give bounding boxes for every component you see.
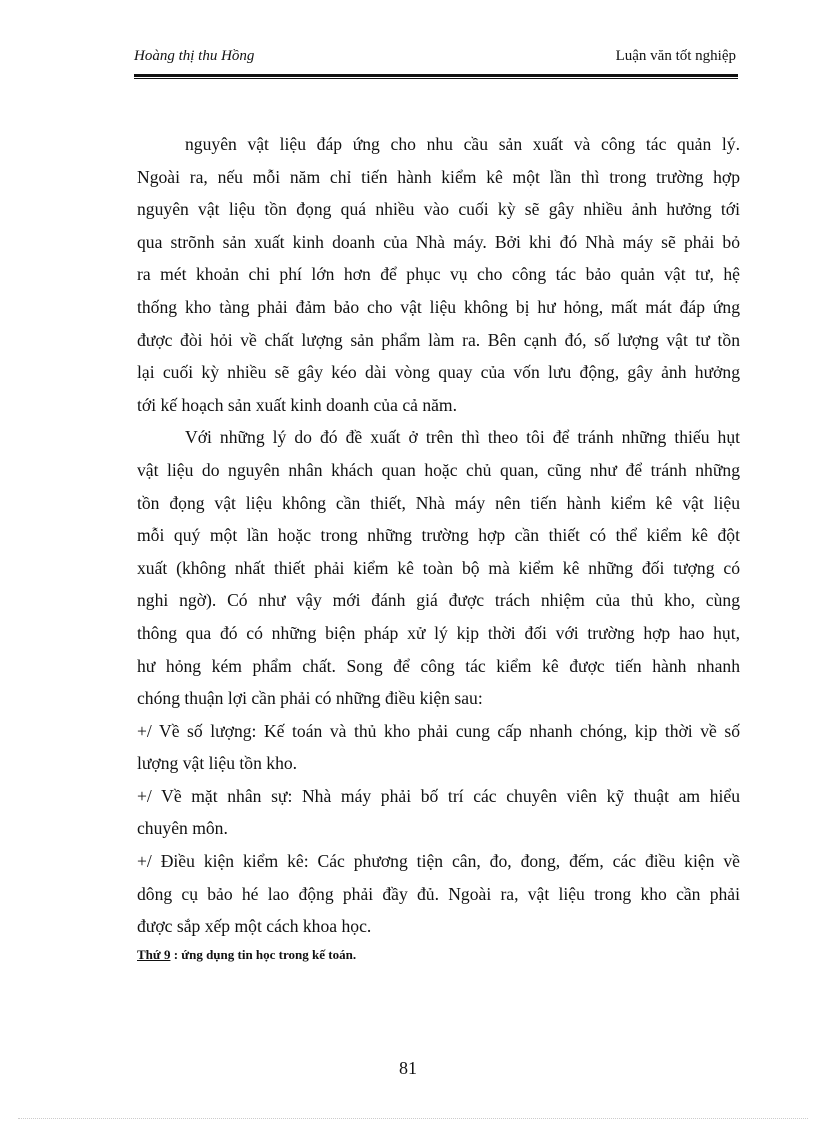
header-rule-thin — [134, 78, 738, 79]
header-doc-type: Luận văn tốt nghiệp — [615, 48, 736, 64]
body-text — [137, 128, 740, 967]
text-line: tới kế hoạch sản xuất kinh doanh của cả năm. — [137, 394, 458, 415]
text-line: +/ Về mặt nhân sự: Nhà máy phải bố trí các chuyên viên kỹ thuật am hiểu — [137, 785, 740, 806]
text-line: vật liệu do nguyên nhân khách quan hoặc chủ quan, cũng như để tránh những — [137, 459, 740, 480]
header-author: Hoàng thị thu Hồng — [134, 48, 255, 64]
section-heading-label: Thứ 9 — [137, 946, 171, 962]
text-line: chóng thuận lợi cần phải có những điều kiện sau: — [137, 688, 483, 709]
text-line: Ngoài ra, nếu mỗi năm chỉ tiến hành kiểm kê một lần thì trong trường hợp — [137, 166, 740, 187]
text-line: hư hỏng kém phẩm chất. Song để công tác kiểm kê được tiến hành nhanh — [137, 655, 740, 676]
text-line: ra mét khoản chi phí lớn hơn để phục vụ cho công tác bảo quản vật tư, hệ — [137, 264, 740, 285]
text-line: chuyên môn. — [137, 818, 228, 839]
page-number: 81 — [399, 1058, 417, 1078]
text-line: được đòi hỏi về chất lượng sản phẩm làm ra. Bên cạnh đó, số lượng vật tư tồn — [137, 329, 740, 350]
section-heading — [137, 943, 740, 967]
page-bottom-border — [18, 1118, 808, 1119]
text-line: +/ Về số lượng: Kế toán và thủ kho phải cung cấp nhanh chóng, kịp thời về số — [137, 720, 740, 741]
text-line: dông cụ bảo hé lao động phải đầy đủ. Ngoài ra, vật liệu trong kho cần phải — [137, 883, 740, 904]
text-line: nghi ngờ). Có như vậy mới đánh giá được trách nhiệm của thủ kho, cùng — [137, 590, 740, 611]
text-line: qua strõnh sản xuất kinh doanh của Nhà máy. Bởi khi đó Nhà máy sẽ phải bỏ — [137, 231, 740, 252]
section-heading-text: : ứng dụng tin học trong kế toán. — [170, 946, 357, 962]
page-header — [134, 48, 736, 70]
text-line: lượng vật liệu tồn kho. — [137, 753, 298, 774]
text-line: Với những lý do đó đề xuất ở trên thì theo tôi để tránh những thiếu hụt — [185, 427, 740, 448]
text-line: thống kho tàng phải đảm bảo cho vật liệu không bị hư hỏng, mất mát đáp ứng — [137, 296, 740, 317]
text-line: được sắp xếp một cách khoa học. — [137, 916, 372, 937]
text-line: +/ Điều kiện kiểm kê: Các phương tiện cân, đo, đong, đếm, các điều kiện về — [137, 851, 740, 872]
text-line: mỗi quý một lần hoặc trong những trường hợp cần thiết có thể kiểm kê đột — [137, 525, 740, 546]
text-line: nguyên vật liệu đáp ứng cho nhu cầu sản xuất và công tác quản lý. — [185, 134, 740, 154]
header-rule-thick — [134, 74, 738, 77]
text-line: nguyên vật liệu tồn đọng quá nhiều vào cuối kỳ sẽ gây nhiều ảnh hưởng tới — [137, 199, 740, 220]
text-line: xuất (không nhất thiết phải kiểm kê toàn bộ mà kiểm kê những đối tượng có — [137, 557, 740, 578]
text-line: tồn đọng vật liệu không cần thiết, Nhà máy nên tiến hành kiểm kê vật liệu — [137, 492, 740, 513]
text-line: lại cuối kỳ nhiều sẽ gây kéo dài vòng quay của vốn lưu động, gây ảnh hưởng — [137, 362, 740, 383]
text-line: thông qua đó có những biện pháp xử lý kịp thời đối với trường hợp hao hụt, — [137, 622, 740, 643]
